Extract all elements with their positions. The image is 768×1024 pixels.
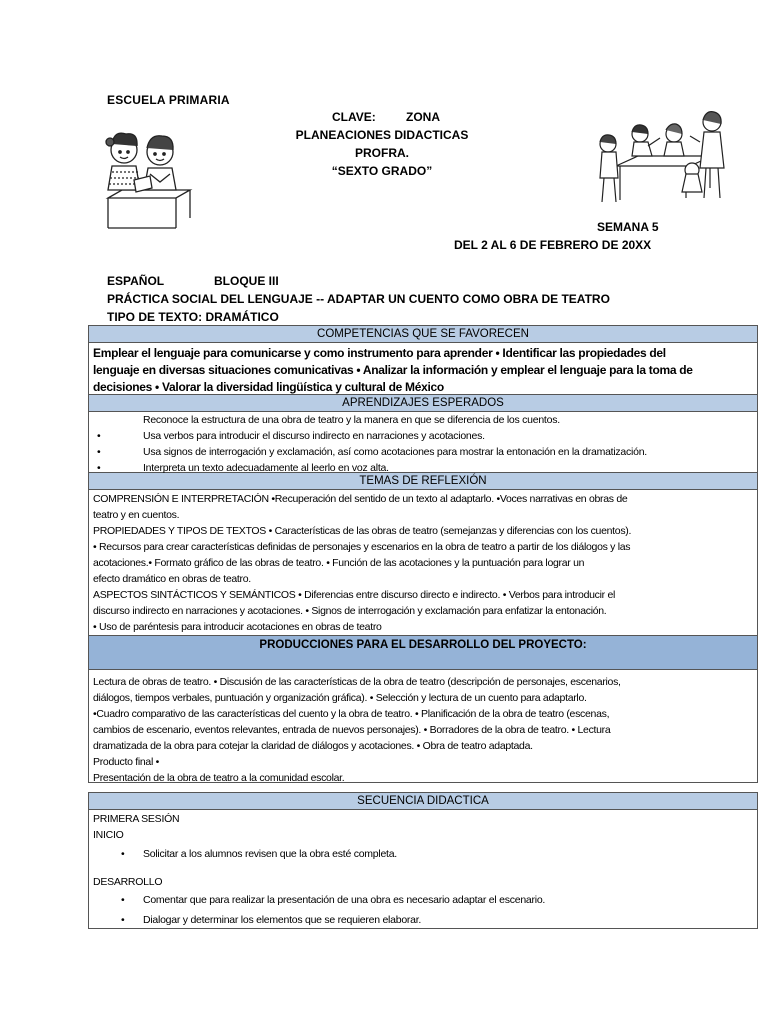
session-label: PRIMERA SESIÓN	[93, 813, 180, 825]
list-item: • Usa signos de interrogación y exclamación, así como acotaciones para mostrar la entonación en la dramatización.	[97, 446, 647, 458]
producciones-heading: PRODUCCIONES PARA EL DESARROLLO DEL PROYECTO:	[89, 636, 757, 670]
page-title: PLANEACIONES DIDACTICAS	[295, 128, 469, 142]
classroom-students-clipart-icon	[594, 108, 730, 206]
temas-content: COMPRENSIÓN E INTERPRETACIÓN •Recuperación del sentido de un texto al adaptarlo. •Voces narrativas en obras de teatro y en cuentos. PROPIEDADES Y TIPOS DE TEXTOS • Características de las obras de teatro (semejanzas y diferencias con los cuentos). • Recursos para crear características definidas de personajes y escenarios en la obra de teatro a partir de los diálogos y las acotaciones.• Formato gráfico de las obras de teatro. • Función de las acotaciones y la puntuación para lograr un efecto dramático en obras de teatro. ASPECTOS SINTÁCTICOS Y SEMÁNTICOS • Diferencias entre discurso directo e indirecto. • Verbos para introducir el discurso indirecto en narraciones y acotaciones. • Signos de interrogación y exclamación para enfatizar la entonación. • Uso de paréntesis para introducir acotaciones en obras de teatro	[89, 490, 757, 636]
week-label: SEMANA 5	[597, 220, 659, 234]
list-item: • Dialogar y determinar los elementos que se requieren elaborar.	[121, 914, 422, 926]
social-practice: PRÁCTICA SOCIAL DEL LENGUAJE -- ADAPTAR UN CUENTO COMO OBRA DE TEATRO	[107, 292, 610, 306]
temas-heading: TEMAS DE REFLEXIÓN	[89, 473, 757, 490]
text-type: TIPO DE TEXTO: DRAMÁTICO	[107, 310, 279, 324]
clave-label: CLAVE:	[332, 110, 376, 124]
competencias-content: Emplear el lenguaje para comunicarse y como instrumento para aprender • Identificar las propiedades del lenguaje en diversas situaciones comunicativas • Analizar la información y emplear el lenguaje para la toma de decisiones • Valorar la diversidad lingüística y cultural de México	[89, 343, 757, 395]
children-reading-clipart-icon	[98, 120, 194, 232]
grade-label: “SEXTO GRADO”	[331, 164, 433, 178]
planning-table	[88, 325, 758, 783]
school-name: ESCUELA PRIMARIA	[107, 93, 230, 104]
block-label: BLOQUE III	[214, 274, 279, 288]
competencias-heading: COMPETENCIAS QUE SE FAVORECEN	[89, 326, 757, 343]
list-item: • Solicitar a los alumnos revisen que la obra esté completa.	[121, 848, 397, 860]
list-item: • Usa verbos para introducir el discurso indirecto en narraciones y acotaciones.	[97, 430, 485, 442]
inicio-label: INICIO	[93, 829, 124, 841]
aprendizajes-content	[89, 412, 757, 473]
subject-label: ESPAÑOL	[107, 274, 165, 288]
teacher-label: PROFRA.	[355, 146, 409, 160]
list-item: Reconoce la estructura de una obra de teatro y la manera en que se diferencia de los cuentos.	[143, 414, 560, 426]
zona-label: ZONA	[406, 110, 440, 124]
aprendizajes-heading: APRENDIZAJES ESPERADOS	[89, 395, 757, 412]
producciones-content: Lectura de obras de teatro. • Discusión de las características de la obra de teatro (descripción de personajes, escenarios, diálogos, tiempos verbales, puntuación y organización gráfica). • Selección y lectura de un cuento para adaptarlo. •Cuadro comparativo de las características del cuento y la obra de teatro. • Planificación de la obra de teatro (escenas, cambios de escenario, eventos relevantes, entrada de nuevos personajes). • Borradores de la obra de teatro. • Lectura dramatizada de la obra para cotejar la claridad de diálogos y acotaciones. • Obra de teatro adaptada. Producto final • Presentación de la obra de teatro a la comunidad escolar.	[93, 676, 621, 784]
secuencia-content	[89, 810, 757, 929]
secuencia-heading: SECUENCIA DIDACTICA	[89, 793, 757, 810]
secuencia-table	[88, 792, 758, 929]
date-range: DEL 2 AL 6 DE FEBRERO DE 20XX	[454, 238, 652, 252]
list-item: • Interpreta un texto adecuadamente al leerlo en voz alta.	[97, 462, 389, 474]
desarrollo-label: DESARROLLO	[93, 876, 163, 888]
list-item: • Comentar que para realizar la presentación de una obra es necesario adaptar el escenario.	[121, 894, 546, 906]
